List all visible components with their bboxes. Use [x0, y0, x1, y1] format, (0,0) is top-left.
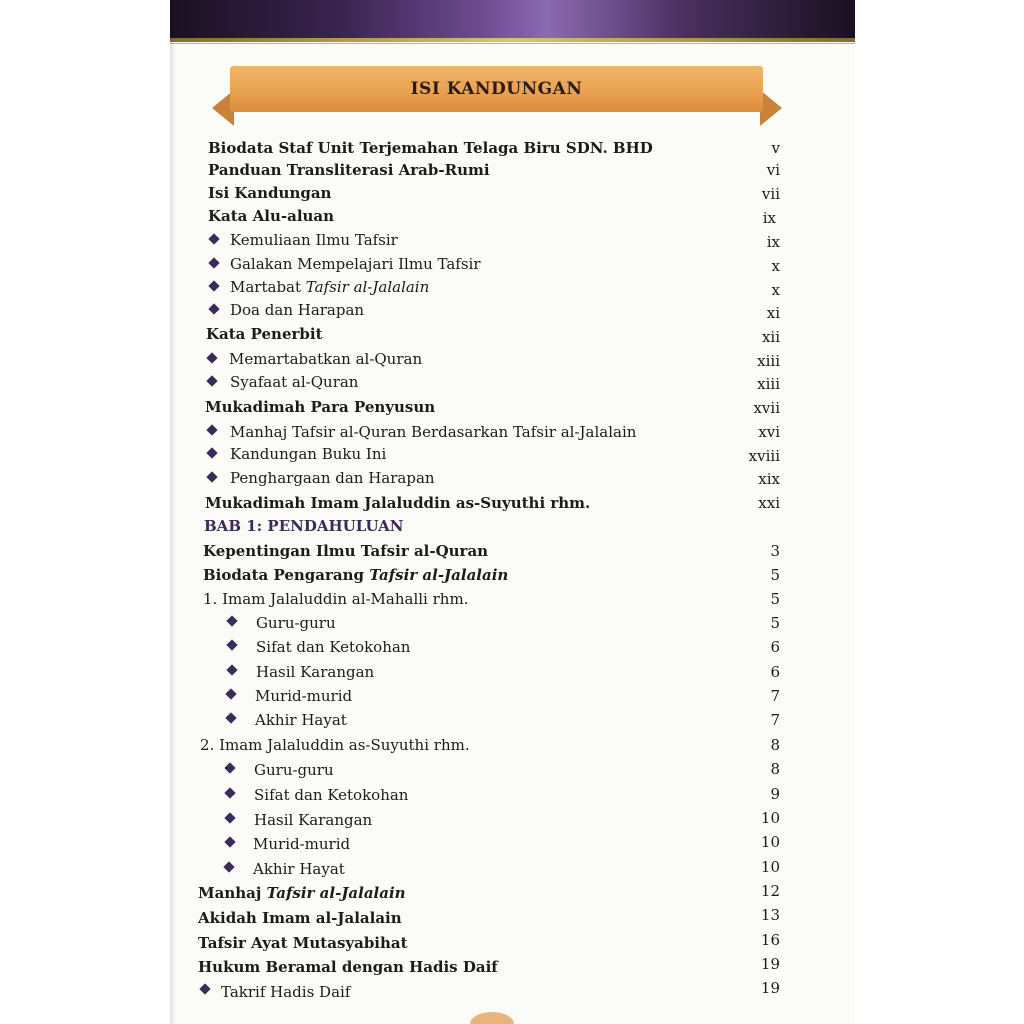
diamond-bullet-icon	[224, 836, 235, 847]
toc-entry: Sifat dan Ketokohan	[254, 786, 409, 804]
toc-entry-text: Martabat	[230, 278, 302, 296]
toc-page-number: xi	[766, 304, 780, 322]
toc-entry: Kandungan Buku Ini	[230, 445, 387, 463]
toc-entry: Kemuliaan Ilmu Tafsir	[230, 231, 398, 249]
toc-entry-italic: Tafsir al-Jalalain	[369, 566, 509, 584]
toc-entry-italic: Tafsir al-Jalalain	[305, 278, 430, 296]
toc-entry: Syafaat al-Quran	[230, 373, 359, 391]
header-gold-line	[170, 38, 855, 42]
page-gutter-shadow	[170, 0, 176, 1024]
toc-page-number: xvi	[758, 423, 780, 441]
toc-entry: Kata Penerbit	[206, 325, 323, 343]
toc-page-number: 19	[760, 955, 780, 973]
toc-entry-text: Biodata Pengarang	[203, 566, 365, 584]
header-band	[170, 0, 855, 38]
toc-entry-italic: Tafsir al-Jalalain	[266, 884, 406, 902]
toc-page-number: 12	[760, 882, 780, 900]
diamond-bullet-icon	[224, 762, 235, 773]
ribbon-tail-right	[760, 90, 782, 126]
diamond-bullet-icon	[208, 280, 219, 291]
toc-page-number: x	[771, 281, 780, 299]
diamond-bullet-icon	[206, 375, 217, 386]
toc-entry: Galakan Mempelajari Ilmu Tafsir	[230, 255, 481, 273]
toc-page-number: 8	[770, 760, 780, 778]
toc-page-number: ix	[766, 233, 780, 251]
toc-entry: Akhir Hayat	[255, 711, 347, 729]
toc-page-number: 6	[770, 638, 780, 656]
toc-entry: Akhir Hayat	[253, 860, 345, 878]
toc-entry: Biodata Staf Unit Terjemahan Telaga Biru SDN. BHD	[208, 139, 653, 157]
toc-entry: 1. Imam Jalaluddin al-Mahalli rhm.	[203, 590, 469, 608]
diamond-bullet-icon	[208, 303, 219, 314]
chapter-heading: BAB 1: PENDAHULUAN	[204, 517, 404, 535]
toc-page-number: 10	[760, 858, 780, 876]
diamond-bullet-icon	[225, 688, 236, 699]
toc-page-number: xxi	[758, 494, 780, 512]
toc-page-number: 5	[770, 590, 780, 608]
diamond-bullet-icon	[208, 233, 219, 244]
toc-entry: Murid-murid	[255, 687, 353, 705]
diamond-bullet-icon	[208, 257, 219, 268]
toc-page-number: xiii	[757, 352, 780, 370]
toc-entry: Hasil Karangan	[254, 811, 373, 829]
toc-page-number: xviii	[748, 447, 780, 465]
toc-entry: Doa dan Harapan	[230, 301, 365, 319]
diamond-bullet-icon	[226, 664, 237, 675]
toc-page-number: vi	[766, 161, 780, 179]
toc-entry: Hukum Beramal dengan Hadis Daif	[198, 958, 498, 976]
toc-page-number: 5	[770, 566, 780, 584]
diamond-bullet-icon	[199, 983, 210, 994]
toc-page-number: 10	[760, 833, 780, 851]
diamond-bullet-icon	[226, 639, 237, 650]
toc-entry: Guru-guru	[254, 761, 334, 779]
diamond-bullet-icon	[224, 787, 235, 798]
toc-entry: 2. Imam Jalaluddin as-Suyuthi rhm.	[200, 736, 470, 754]
toc-entry: Mukadimah Imam Jalaluddin as-Suyuthi rhm.	[205, 494, 591, 512]
diamond-bullet-icon	[225, 712, 236, 723]
toc-page-number: x	[771, 257, 780, 275]
toc-entry	[198, 882, 406, 904]
toc-entry: Manhaj Tafsir al-Quran Berdasarkan Tafsir al-Jalalain	[230, 423, 637, 441]
toc-page-number: 19	[760, 979, 780, 997]
toc-page-number: 3	[770, 542, 780, 560]
toc-entry: Sifat dan Ketokohan	[256, 638, 411, 656]
diamond-bullet-icon	[206, 447, 217, 458]
toc-entry: Hasil Karangan	[256, 663, 375, 681]
toc-page-number: 8	[770, 736, 780, 754]
toc-entry: Akidah Imam al-Jalalain	[198, 909, 402, 927]
toc-page-number: 13	[760, 906, 780, 924]
toc-page-number: 16	[760, 931, 780, 949]
toc-page-number: 6	[770, 663, 780, 681]
toc-entry: Penghargaan dan Harapan	[230, 469, 435, 487]
toc-page-number: ix	[762, 209, 776, 227]
diamond-bullet-icon	[206, 471, 217, 482]
toc-page-number: 7	[770, 687, 780, 705]
diamond-bullet-icon	[206, 352, 217, 363]
diamond-bullet-icon	[226, 615, 237, 626]
toc-entry	[230, 276, 429, 298]
page-number-tab	[470, 1012, 514, 1024]
toc-entry: Memartabatkan al-Quran	[229, 350, 423, 368]
diamond-bullet-icon	[224, 812, 235, 823]
toc-page-number: 5	[770, 614, 780, 632]
diamond-bullet-icon	[223, 861, 234, 872]
diamond-bullet-icon	[206, 424, 217, 435]
toc-page-number: xix	[758, 470, 780, 488]
toc-entry: Kata Alu-aluan	[208, 207, 335, 225]
page-title: ISI KANDUNGAN	[410, 79, 583, 99]
toc-page-number: xiii	[757, 375, 780, 393]
toc-entry: Panduan Transliterasi Arab-Rumi	[208, 161, 490, 179]
toc-page-number: v	[771, 139, 780, 157]
header-thin-line	[170, 43, 855, 44]
toc-entry: Isi Kandungan	[208, 184, 332, 202]
toc-page-number: 10	[760, 809, 780, 827]
toc-entry: Tafsir Ayat Mutasyabihat	[198, 934, 408, 952]
toc-entry: Kepentingan Ilmu Tafsir al-Quran	[203, 542, 489, 560]
toc-entry-text: Manhaj	[198, 884, 262, 902]
toc-page-number: 9	[770, 785, 780, 803]
toc-page-number: vii	[761, 185, 780, 203]
toc-page-number: xvii	[753, 399, 780, 417]
toc-page-number: xii	[761, 328, 780, 346]
toc-page-number: 7	[770, 711, 780, 729]
book-page	[170, 0, 855, 1024]
toc-entry: Mukadimah Para Penyusun	[205, 398, 436, 416]
toc-entry: Murid-murid	[253, 835, 351, 853]
toc-entry: Guru-guru	[256, 614, 336, 632]
toc-entry	[203, 564, 508, 586]
toc-entry: Takrif Hadis Daif	[221, 983, 351, 1001]
